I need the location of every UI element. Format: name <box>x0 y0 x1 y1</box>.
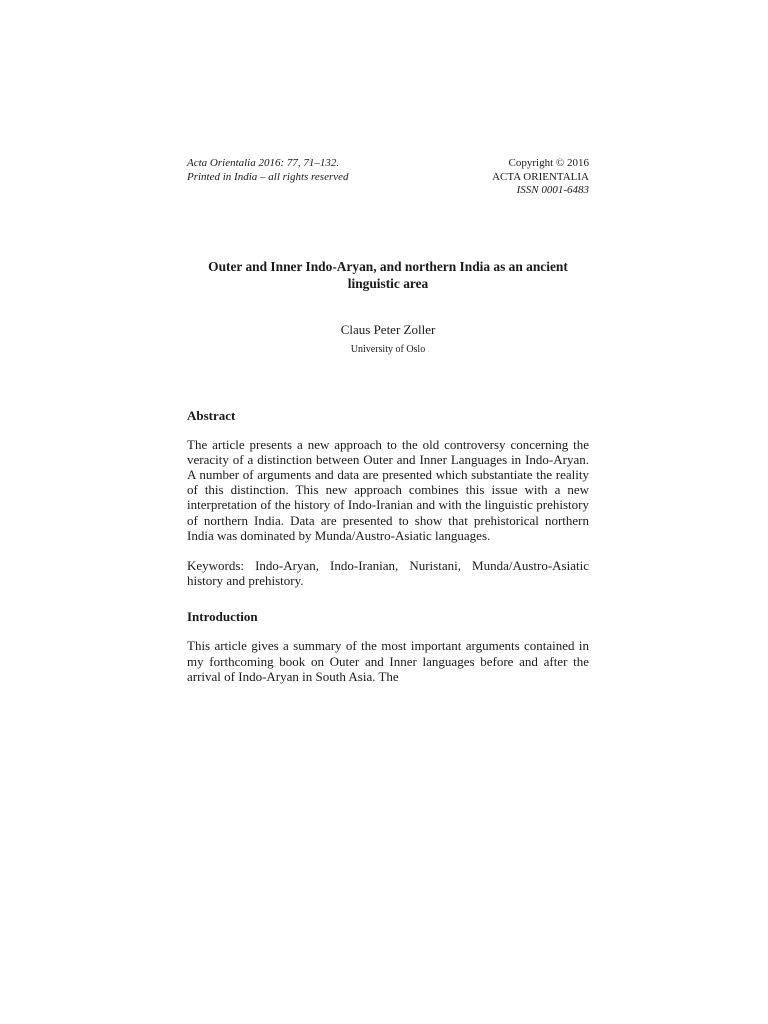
abstract-text: The article presents a new approach to the old controversy concerning the veracity of a distinction between Outer and Inner Languages in Indo-Aryan. A number of arguments and data are presented which substantiate the reality of this distinction. This new approach combines this issue with a new interpretation of the history of Indo-Iranian and with the linguistic prehistory of northern India. Data are presented to show that prehistorical northern India was dominated by Munda/Austro-Asiatic languages. <box>187 436 589 543</box>
keywords: Keywords: Indo-Aryan, Indo-Iranian, Nuristani, Munda/Austro-Asiatic history and prehistory. <box>187 557 589 589</box>
article-title: Outer and Inner Indo-Aryan, and northern India as an ancient linguistic area <box>208 258 568 291</box>
page-header <box>187 157 589 198</box>
author-name: Claus Peter Zoller <box>340 321 436 337</box>
journal-name: ACTA ORIENTALIA <box>492 170 589 183</box>
journal-citation: Acta Orientalia 2016: 77, 71–132. <box>187 157 340 169</box>
abstract-heading: Abstract <box>187 407 236 423</box>
header-right <box>492 157 589 198</box>
header-left <box>187 157 349 198</box>
copyright-line: Copyright © 2016 <box>508 157 589 169</box>
printed-note: Printed in India – all rights reserved <box>187 170 349 183</box>
document-page <box>187 157 589 684</box>
introduction-text: This article gives a summary of the most important arguments contained in my forthcoming book on Outer and Inner languages before and after the arrival of Indo-Aryan in South Asia. The <box>187 638 589 684</box>
issn: ISSN 0001-6483 <box>516 184 589 196</box>
introduction-heading: Introduction <box>187 609 258 625</box>
author-affiliation: University of Oslo <box>350 343 426 355</box>
